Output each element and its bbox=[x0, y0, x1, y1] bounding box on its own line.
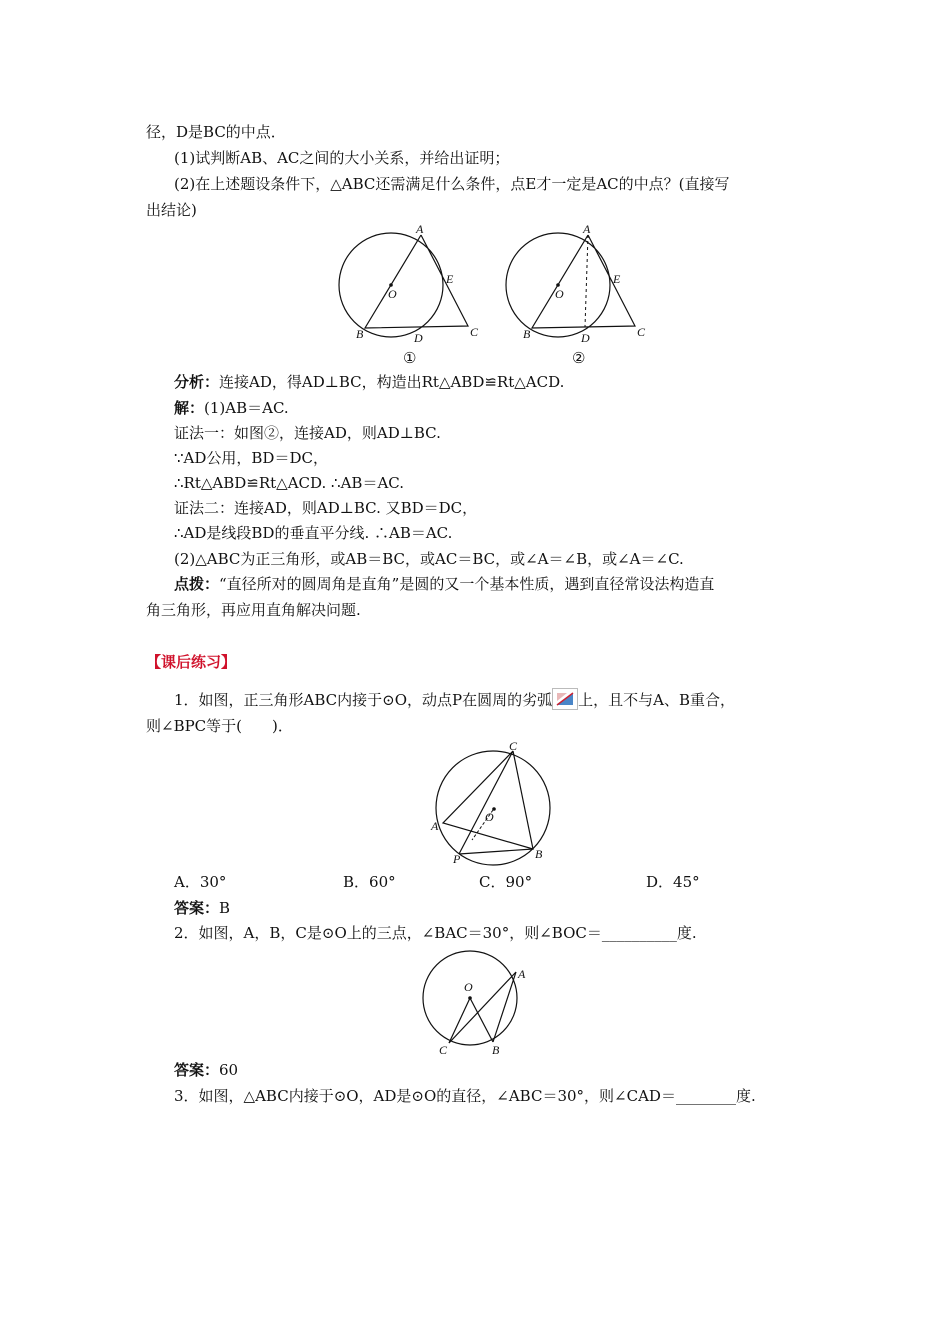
answer-label: 答案： bbox=[174, 899, 220, 917]
figure-caption-2: ② bbox=[572, 351, 586, 367]
label-B: B bbox=[523, 327, 531, 341]
broken-image-icon bbox=[552, 688, 578, 710]
solution-line-4: ∴Rt△ABD≌Rt△ACD. ∴AB＝AC. bbox=[174, 474, 404, 492]
tip-line-2: 角三角形，再应用直角解决问题. bbox=[146, 601, 361, 619]
q1-line-1 bbox=[174, 688, 735, 710]
figure-q1 bbox=[425, 738, 565, 868]
problem-part-1: (1)试判断AB、AC之间的大小关系，并给出证明； bbox=[174, 149, 510, 167]
tip-label: 点拨： bbox=[174, 575, 220, 593]
label-D: D bbox=[581, 331, 590, 345]
solution-line-5: 证法二：连接AD，则AD⊥BC. 又BD＝DC， bbox=[174, 499, 478, 517]
label-O: O bbox=[485, 810, 494, 824]
label-C: C bbox=[439, 1043, 448, 1057]
label-C: C bbox=[509, 739, 518, 753]
label-A: A bbox=[431, 819, 439, 833]
solution-line-7: (2)△ABC为正三角形，或AB＝BC，或AC＝BC，或∠A＝∠B，或∠A＝∠C. bbox=[174, 550, 684, 568]
label-O: O bbox=[388, 287, 397, 301]
label-O: O bbox=[464, 980, 473, 994]
figure-q2 bbox=[415, 948, 535, 1058]
label-B: B bbox=[535, 847, 543, 861]
solution-line-2: 证法一：如图②，连接AD，则AD⊥BC. bbox=[174, 424, 441, 442]
analysis-label: 分析： bbox=[174, 373, 220, 391]
q1-answer: B bbox=[219, 899, 231, 917]
figure-caption-1: ① bbox=[403, 351, 417, 367]
analysis-text: 连接AD，得AD⊥BC，构造出Rt△ABD≌Rt△ACD. bbox=[219, 373, 565, 391]
solution-line-1 bbox=[174, 398, 289, 418]
q1-option-d: D．45° bbox=[646, 873, 700, 891]
section-title: 【课后练习】 bbox=[146, 653, 237, 671]
label-C: C bbox=[637, 325, 646, 339]
label-B: B bbox=[492, 1043, 500, 1057]
problem-text-line: 径，D是BC的中点． bbox=[146, 123, 286, 141]
q1-text-a: 1．如图，正三角形ABC内接于⊙O，动点P在圆周的劣弧 bbox=[174, 691, 553, 709]
solution-line-6: ∴AD是线段BD的垂直平分线. ∴AB＝AC. bbox=[174, 524, 453, 542]
tip-line-1 bbox=[174, 574, 714, 594]
q1-option-c: C．90° bbox=[479, 873, 533, 891]
problem-part-2-cont: 出结论) bbox=[146, 201, 197, 219]
q1-option-a: A．30° bbox=[174, 873, 227, 891]
solution-text-1: (1)AB＝AC. bbox=[204, 399, 289, 417]
q1-line-2: 则∠BPC等于( )． bbox=[146, 717, 293, 735]
q2-answer: 60 bbox=[219, 1061, 239, 1079]
q2-text: 2．如图，A，B，C是⊙O上的三点，∠BAC＝30°，则∠BOC＝__________度. bbox=[174, 924, 697, 942]
q1-answer-line bbox=[174, 898, 230, 918]
answer-label: 答案： bbox=[174, 1061, 220, 1079]
label-O: O bbox=[555, 287, 564, 301]
figure-circles-1-2 bbox=[330, 220, 660, 370]
label-P: P bbox=[453, 852, 461, 866]
label-B: B bbox=[356, 327, 364, 341]
q3-text: 3．如图，△ABC内接于⊙O，AD是⊙O的直径，∠ABC＝30°，则∠CAD＝________度. bbox=[174, 1087, 756, 1105]
label-A: A bbox=[518, 967, 526, 981]
label-A: A bbox=[416, 222, 424, 236]
tip-text-1: “直径所对的圆周角是直角”是圆的又一个基本性质，遇到直径常设法构造直 bbox=[219, 575, 715, 593]
q1-option-b: B．60° bbox=[343, 873, 396, 891]
q2-answer-line bbox=[174, 1060, 238, 1080]
analysis-line bbox=[174, 372, 564, 392]
figure-2 bbox=[506, 222, 646, 367]
q1-text-b: 上，且不与A、B重合， bbox=[578, 691, 735, 709]
label-C: C bbox=[470, 325, 479, 339]
label-E: E bbox=[613, 272, 621, 286]
problem-part-2: (2)在上述题设条件下，△ABC还需满足什么条件，点E才一定是AC的中点？(直接写 bbox=[174, 175, 730, 193]
label-D: D bbox=[414, 331, 423, 345]
solution-label: 解： bbox=[174, 399, 205, 417]
label-E: E bbox=[446, 272, 454, 286]
figure-1 bbox=[339, 222, 479, 367]
solution-line-3: ∵AD公用，BD＝DC， bbox=[174, 449, 328, 467]
label-A: A bbox=[583, 222, 591, 236]
